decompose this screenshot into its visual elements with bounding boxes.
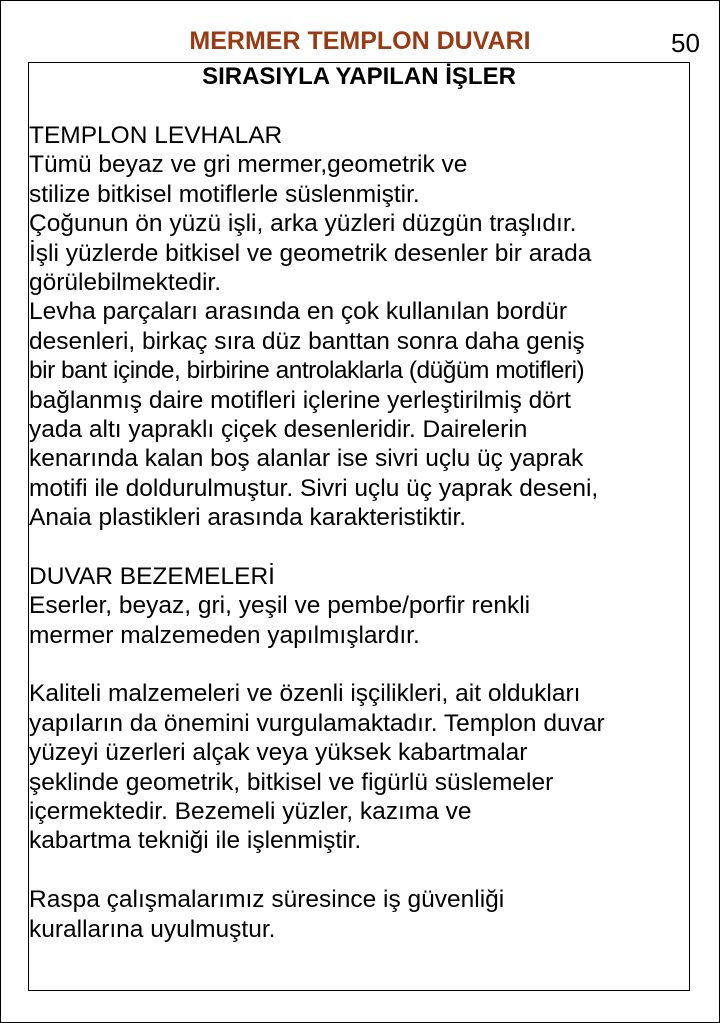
section-subtitle: SIRASIYLA YAPILAN İŞLER bbox=[202, 63, 516, 90]
body-text bbox=[29, 121, 719, 944]
templon-line: İşli yüzlerde bitkisel ve geometrik desenler bir arada bbox=[29, 239, 592, 267]
templon-line: yada altı yapraklı çiçek desenleridir. Dairelerin bbox=[29, 415, 528, 443]
templon-line: bir bant içinde, birbirine antrolaklarla (düğüm motifleri) bbox=[29, 357, 585, 385]
kalite-line: içermektedir. Bezemeli yüzler, kazıma ve bbox=[29, 797, 472, 825]
templon-line: Tümü beyaz ve gri mermer,geometrik ve bbox=[29, 151, 468, 179]
kalite-line: Kaliteli malzemeleri ve özenli işçilikleri, ait oldukları bbox=[29, 680, 581, 708]
kalite-line: şeklinde geometrik, bitkisel ve figürlü süslemeler bbox=[29, 768, 554, 796]
raspa-line: kurallarına uyulmuştur. bbox=[29, 915, 276, 943]
kalite-line: yüzeyi üzerleri alçak veya yüksek kabartmalar bbox=[29, 739, 528, 767]
page-title: MERMER TEMPLON DUVARI bbox=[189, 27, 531, 55]
paragraph-gap bbox=[29, 650, 719, 679]
kalite-line: yapıların da önemini vurgulamaktadır. Templon duvar bbox=[29, 709, 605, 737]
templon-line: Anaia plastikleri arasında karakteristiktir. bbox=[29, 504, 467, 532]
templon-line: stilize bitkisel motiflerle süslenmiştir. bbox=[29, 180, 420, 208]
paragraph-gap bbox=[29, 856, 719, 885]
raspa-line: Raspa çalışmalarımız süresince iş güvenliği bbox=[29, 886, 505, 914]
templon-line: desenleri, birkaç sıra düz banttan sonra daha geniş bbox=[29, 327, 585, 355]
paragraph-gap bbox=[29, 532, 719, 561]
page-number: 50 bbox=[671, 28, 700, 58]
templon-line: kenarında kalan boş alanlar ise sivri uçlu üç yaprak bbox=[29, 445, 584, 473]
templon-line: motifi ile doldurulmuştur. Sivri uçlu üç yaprak deseni, bbox=[29, 474, 599, 502]
templon-line: Çoğunun ön yüzü işli, arka yüzleri düzgün traşlıdır. bbox=[29, 210, 577, 238]
templon-heading: TEMPLON LEVHALAR bbox=[29, 122, 283, 149]
duvar-heading: DUVAR BEZEMELERİ bbox=[29, 562, 275, 590]
duvar-line: mermer malzemeden yapılmışlardır. bbox=[29, 621, 420, 649]
templon-line: bağlanmış daire motifleri içlerine yerleştirilmiş dört bbox=[29, 386, 571, 414]
kalite-line: kabartma tekniği ile işlenmiştir. bbox=[29, 827, 362, 855]
duvar-line: Eserler, beyaz, gri, yeşil ve pembe/porfir renkli bbox=[29, 592, 531, 620]
templon-line: Levha parçaları arasında en çok kullanılan bordür bbox=[29, 298, 567, 326]
templon-line: görülebilmektedir. bbox=[29, 268, 222, 296]
